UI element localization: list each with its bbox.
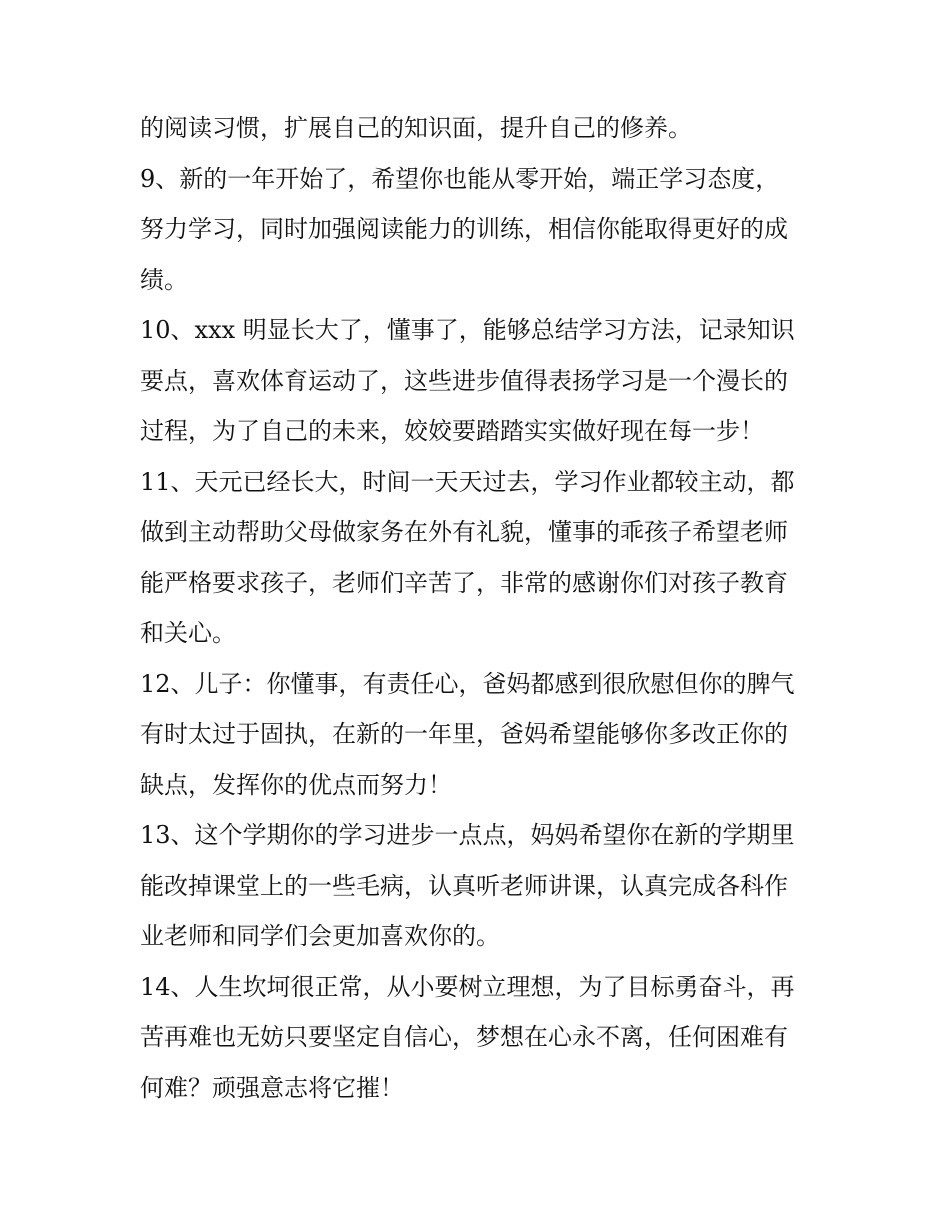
text-line: 的阅读习惯，扩展自己的知识面，提升自己的修养。 [140, 114, 692, 142]
text-line: 苦再难也无妨只要坚定自信心，梦想在心永不离，任何困难有 [140, 1023, 788, 1051]
text-line: 14、人生坎坷很正常，从小要树立理想，为了目标勇奋斗，再 [140, 972, 795, 1001]
text-line: 9、新的一年开始了，希望你也能从零开始，端正学习态度， [140, 164, 780, 193]
text-line: 过程，为了自己的未来，姣姣要踏踏实实做好现在每一步！ [140, 417, 764, 445]
text-line: 业老师和同学们会更加喜欢你的。 [140, 922, 500, 950]
text-line: 11、天元已经长大，时间一天天过去，学习作业都较主动，都 [140, 467, 795, 496]
text-line: 绩。 [140, 265, 188, 294]
text-line: 能改掉课堂上的一些毛病，认真听老师讲课，认真完成各科作 [140, 871, 788, 900]
text-line: 要点，喜欢体育运动了，这些进步值得表扬学习是一个漫长的 [140, 366, 788, 395]
text-line: 努力学习，同时加强阅读能力的训练，相信你能取得更好的成 [140, 215, 788, 243]
text-line: 13、这个学期你的学习进步一点点，妈妈希望你在新的学期里 [140, 821, 795, 849]
text-line: 和关心。 [140, 619, 236, 647]
text-line: 有时太过于固执，在新的一年里，爸妈希望能够你多改正你的 [140, 720, 788, 748]
document-body [140, 103, 812, 1113]
text-line: 缺点，发挥你的优点而努力！ [140, 770, 452, 799]
text-line: 10、xxx 明显长大了，懂事了，能够总结学习方法，记录知识 [140, 316, 795, 344]
text-line: 12、儿子：你懂事，有责任心，爸妈都感到很欣慰但你的脾气 [140, 669, 795, 698]
text-line: 能严格要求孩子，老师们辛苦了，非常的感谢你们对孩子教育 [140, 568, 788, 597]
text-line: 何难？顽强意志将它摧！ [140, 1073, 404, 1102]
text-line: 做到主动帮助父母做家务在外有礼貌，懂事的乖孩子希望老师 [140, 518, 788, 546]
